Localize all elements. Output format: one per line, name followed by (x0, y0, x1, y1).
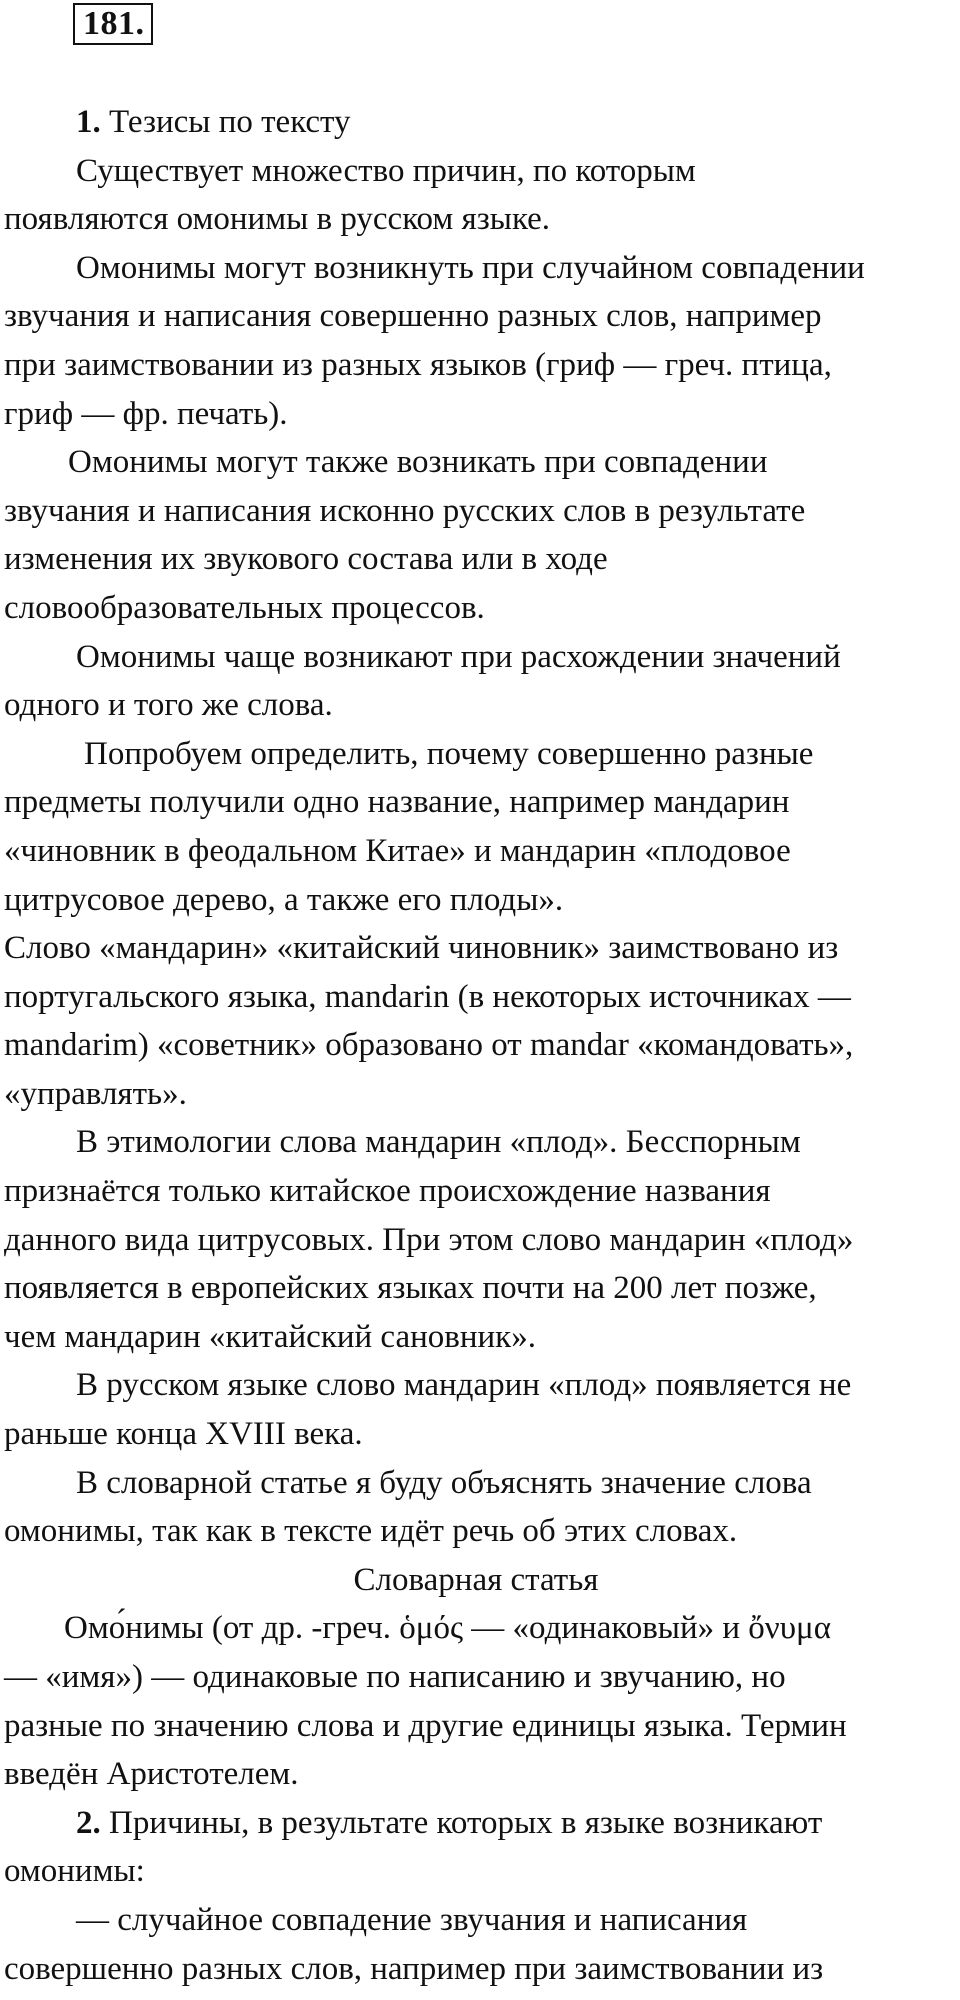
section-1-heading (4, 98, 960, 147)
text-line: предметы получили одно название, например мандарин (4, 784, 790, 821)
text-line: В русском языке слово мандарин «плод» появляется не (76, 1367, 852, 1404)
text-line: омонимы, так как в тексте идёт речь об этих словах. (4, 1513, 738, 1550)
text-line: разные по значению слова и другие единицы языка. Термин (4, 1707, 847, 1744)
text-line: «управлять». (4, 1075, 187, 1112)
dictionary-entry-heading: Словарная статья (353, 1561, 599, 1598)
text-line: при заимствовании из разных языков (гриф — греч. птица, (4, 346, 832, 383)
text-line: португальского языка, mandarin (в некоторых источниках — (4, 978, 851, 1015)
text-line: В словарной статье я буду объяснять значение слова (76, 1464, 812, 1501)
text-line: Омо́нимы (от др. -греч. ὁμός — «одинаковый» и ὄνυμα (64, 1610, 832, 1647)
section-2-title: Причины, в результате которых в языке возникают (109, 1804, 823, 1841)
text-line: звучания и написания совершенно разных слов, например (4, 298, 822, 335)
text-line: «чиновник в феодальном Китае» и мандарин «плодовое (4, 832, 791, 869)
text-line: чем мандарин «китайский сановник». (4, 1318, 536, 1355)
text-line: омонимы: (4, 1853, 145, 1890)
text-line: Слово «мандарин» «китайский чиновник» заимствовано из (4, 930, 839, 967)
text-line: одного и того же слова. (4, 687, 333, 724)
task-number-box: 181. (73, 3, 153, 45)
text-line: Омонимы могут также возникать при совпадении (68, 444, 768, 481)
text-line: признаётся только китайское происхождение названия (4, 1173, 771, 1210)
document-body (4, 98, 960, 1993)
text-line: Омонимы могут возникнуть при случайном совпадении (76, 249, 865, 286)
text-line: mandarim) «советник» образовано от mandar «командовать», (4, 1027, 854, 1064)
text-line: введён Аристотелем. (4, 1756, 299, 1793)
text-line: словообразовательных процессов. (4, 589, 485, 626)
text-line: цитрусовое дерево, а также его плоды». (4, 881, 564, 918)
text-line: появляются омонимы в русском языке. (4, 201, 551, 238)
text-line: гриф — фр. печать). (4, 395, 288, 432)
section-1-number: 1. (76, 104, 101, 140)
text-line: данного вида цитрусовых. При этом слово мандарин «плод» (4, 1221, 854, 1258)
text-line: — случайное совпадение звучания и написания (76, 1901, 748, 1938)
section-1-title: Тезисы по тексту (109, 104, 351, 140)
text-line: изменения их звукового состава или в ходе (4, 541, 608, 578)
text-line: Омонимы чаще возникают при расхождении значений (76, 638, 841, 675)
text-line: звучания и написания исконно русских слов в результате (4, 492, 806, 529)
text-line: раньше конца XVIII века. (4, 1416, 363, 1453)
section-2-number: 2. (76, 1804, 101, 1841)
text-line: В этимологии слова мандарин «плод». Бесспорным (76, 1124, 801, 1161)
text-line: появляется в европейских языках почти на 200 лет позже, (4, 1270, 817, 1307)
text-line: Существует множество причин, по которым (76, 152, 696, 189)
text-line: совершенно разных слов, например при заимствовании из (4, 1950, 824, 1987)
text-line: Попробуем определить, почему совершенно разные (84, 735, 814, 772)
section-2-heading (4, 1799, 960, 1848)
text-line: — «имя») — одинаковые по написанию и звучанию, но (4, 1659, 786, 1695)
